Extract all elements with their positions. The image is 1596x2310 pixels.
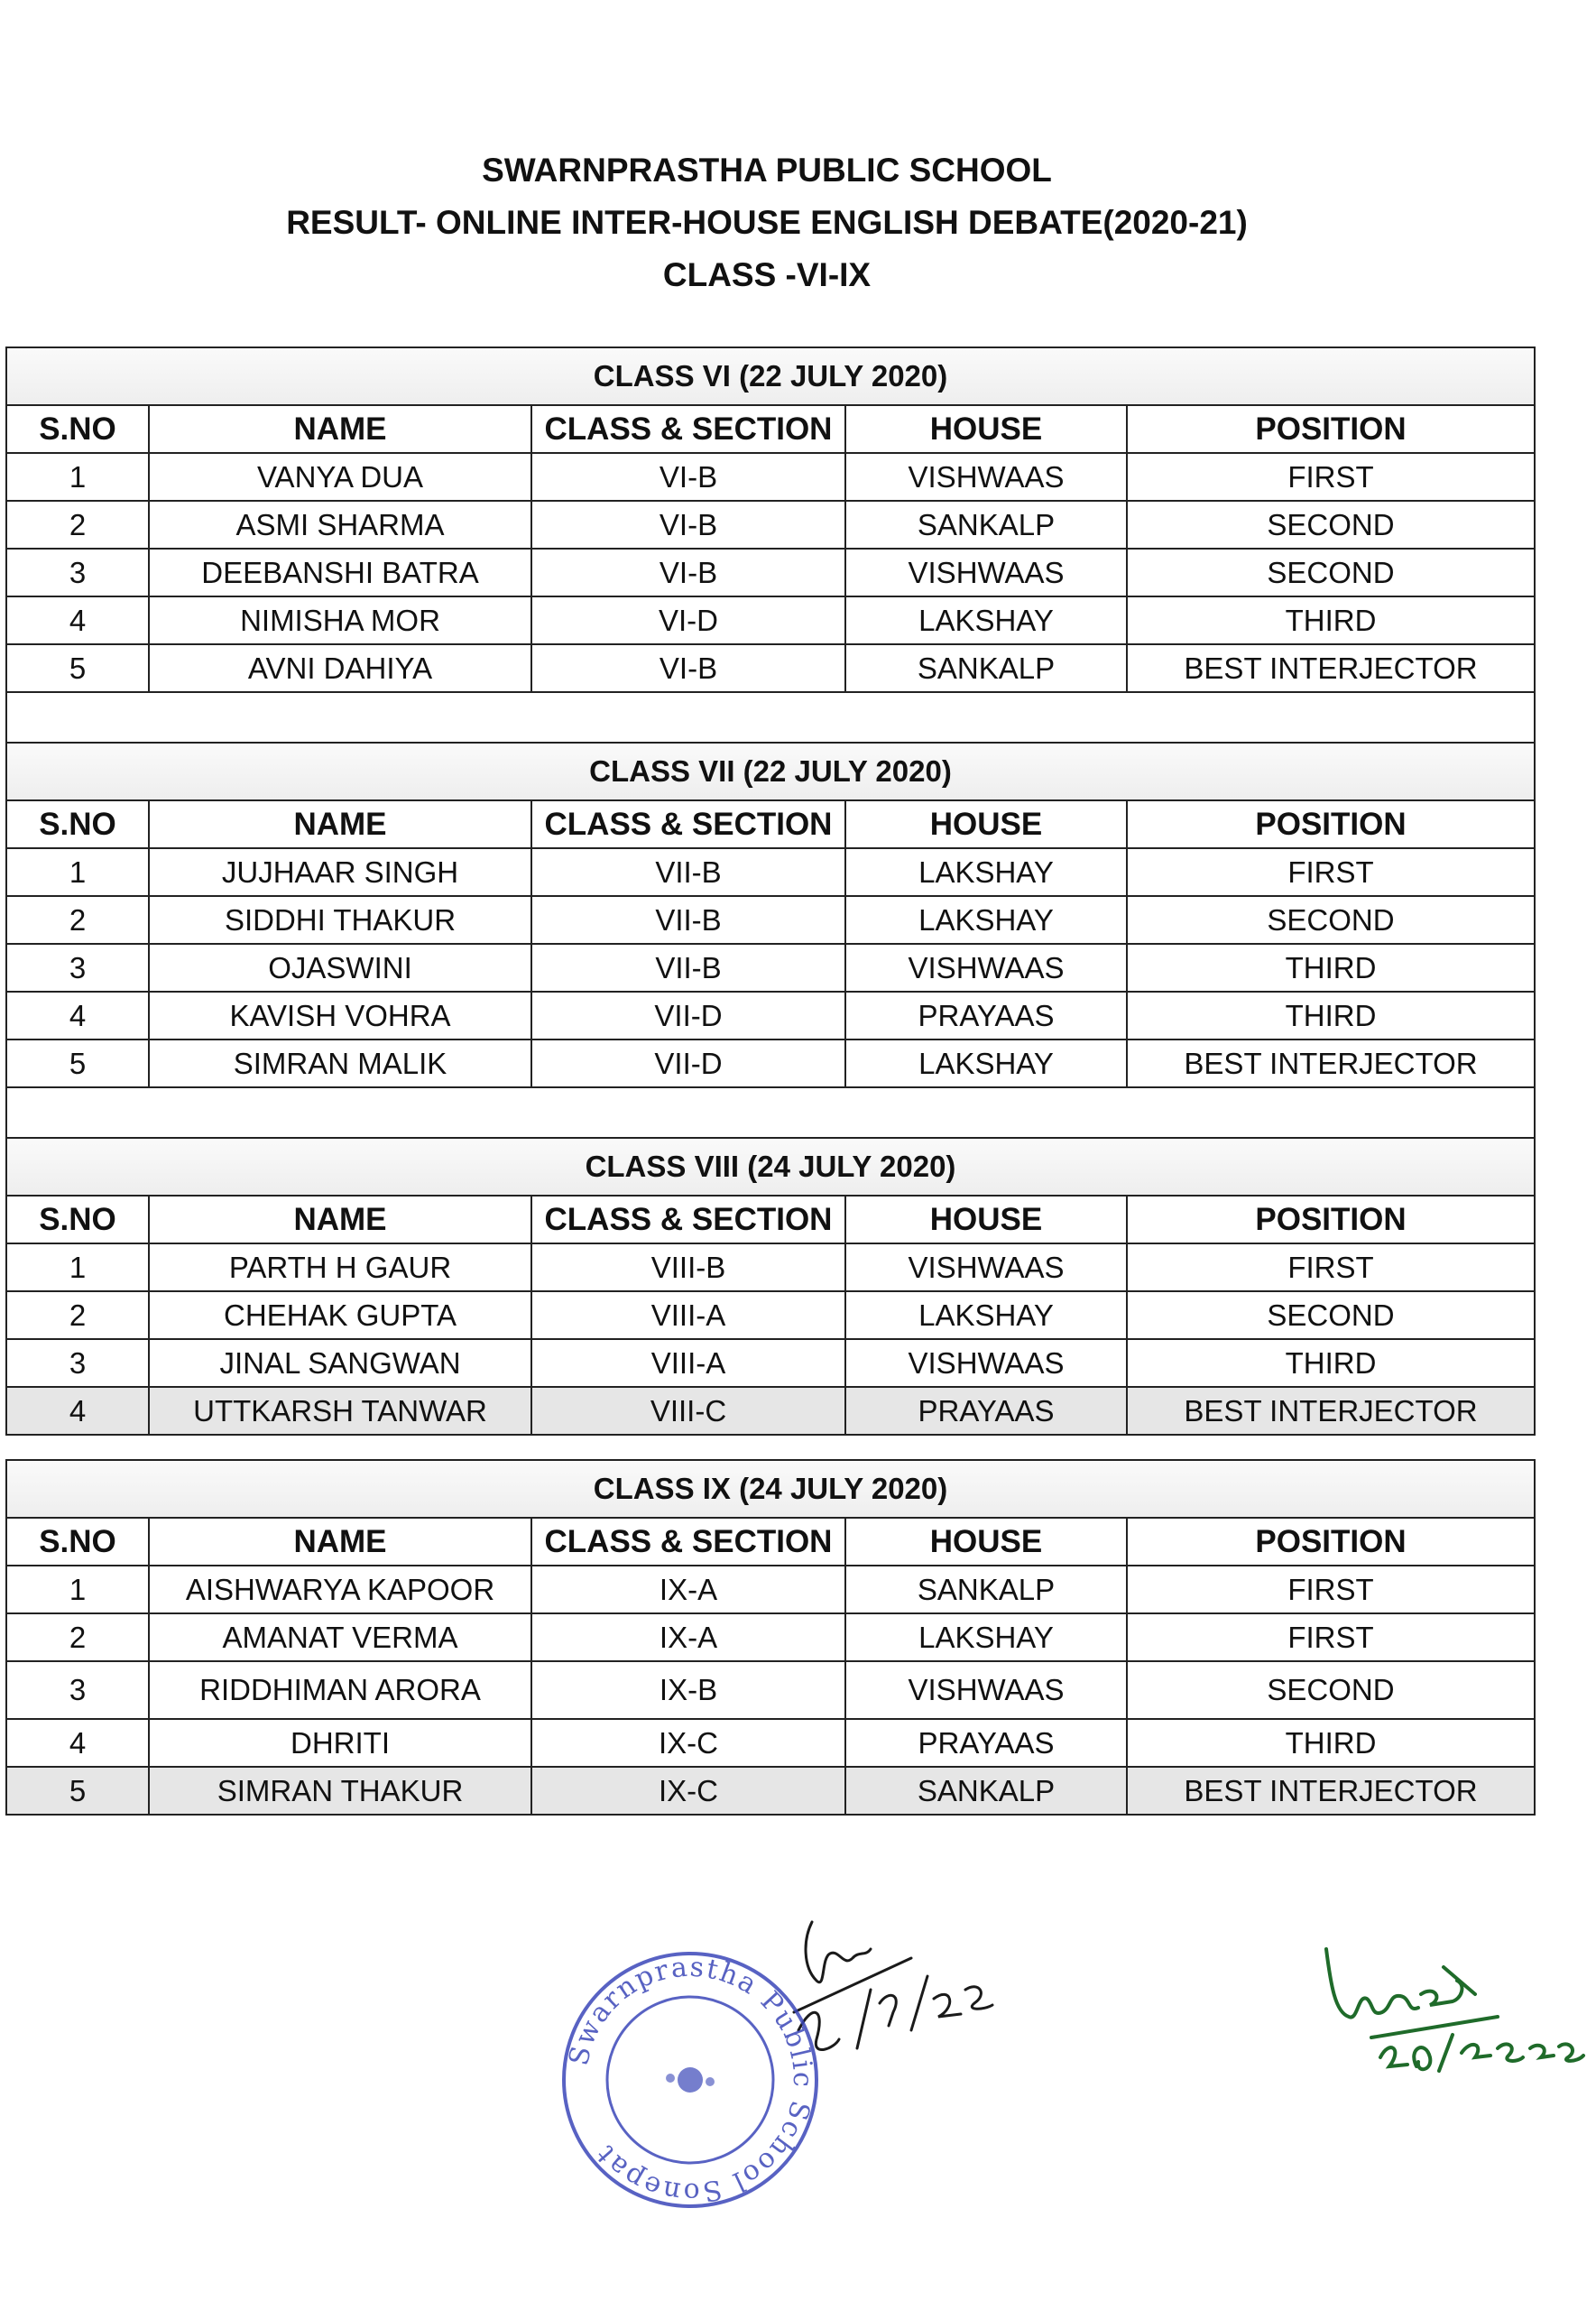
cell-house: LAKSHAY bbox=[845, 1613, 1127, 1661]
block-spacer bbox=[6, 692, 1535, 743]
cell-house: SANKALP bbox=[845, 1566, 1127, 1613]
header-house: HOUSE bbox=[845, 1196, 1127, 1243]
block-title-row bbox=[6, 743, 1535, 800]
cell-position: SECOND bbox=[1127, 501, 1535, 549]
cell-class-section: VIII-C bbox=[531, 1387, 845, 1435]
block-spacer bbox=[6, 1087, 1535, 1138]
header-name: NAME bbox=[149, 405, 531, 453]
cell-house: VISHWAAS bbox=[845, 944, 1127, 992]
cell-house: PRAYAAS bbox=[845, 1719, 1127, 1767]
cell-sno: 2 bbox=[6, 1613, 149, 1661]
cell-sno: 5 bbox=[6, 1040, 149, 1087]
table-row bbox=[6, 549, 1535, 596]
school-name: SWARNPRASTHA PUBLIC SCHOOL bbox=[482, 152, 1052, 189]
column-header-row bbox=[6, 1196, 1535, 1243]
header-name: NAME bbox=[149, 800, 531, 848]
block-title: CLASS VI (22 JULY 2020) bbox=[6, 347, 1535, 405]
cell-sno: 4 bbox=[6, 1719, 149, 1767]
cell-house: VISHWAAS bbox=[845, 549, 1127, 596]
header-name: NAME bbox=[149, 1518, 531, 1566]
cell-class-section: VII-D bbox=[531, 992, 845, 1040]
cell-class-section: VII-B bbox=[531, 848, 845, 896]
table-row bbox=[6, 1661, 1535, 1719]
header-house: HOUSE bbox=[845, 800, 1127, 848]
class-range: CLASS -VI-IX bbox=[662, 256, 872, 293]
block-title-row bbox=[6, 1138, 1535, 1196]
cell-house: SANKALP bbox=[845, 501, 1127, 549]
cell-class-section: VIII-A bbox=[531, 1291, 845, 1339]
cell-sno: 3 bbox=[6, 549, 149, 596]
cell-position: BEST INTERJECTOR bbox=[1127, 644, 1535, 692]
header-sno: S.NO bbox=[6, 800, 149, 848]
cell-name: ASMI SHARMA bbox=[149, 501, 531, 549]
cell-sno: 2 bbox=[6, 501, 149, 549]
table-row bbox=[6, 1040, 1535, 1087]
school-stamp bbox=[555, 1945, 826, 2215]
cell-name: DHRITI bbox=[149, 1719, 531, 1767]
cell-class-section: IX-C bbox=[531, 1719, 845, 1767]
column-header-row bbox=[6, 405, 1535, 453]
table-row bbox=[6, 944, 1535, 992]
cell-name: RIDDHIMAN ARORA bbox=[149, 1661, 531, 1719]
column-header-row bbox=[6, 800, 1535, 848]
table-row bbox=[6, 1243, 1535, 1291]
cell-name: OJASWINI bbox=[149, 944, 531, 992]
cell-house: PRAYAAS bbox=[845, 992, 1127, 1040]
cell-sno: 5 bbox=[6, 1767, 149, 1815]
table-row bbox=[6, 644, 1535, 692]
cell-class-section: VIII-B bbox=[531, 1243, 845, 1291]
cell-name: CHEHAK GUPTA bbox=[149, 1291, 531, 1339]
cell-class-section: VII-B bbox=[531, 896, 845, 944]
block-title: CLASS IX (24 JULY 2020) bbox=[6, 1460, 1535, 1518]
cell-class-section: VIII-A bbox=[531, 1339, 845, 1387]
header-name: NAME bbox=[149, 1196, 531, 1243]
cell-sno: 3 bbox=[6, 944, 149, 992]
table-row bbox=[6, 596, 1535, 644]
cell-house: VISHWAAS bbox=[845, 1243, 1127, 1291]
document-heading bbox=[0, 144, 1534, 301]
cell-position: FIRST bbox=[1127, 1243, 1535, 1291]
cell-position: SECOND bbox=[1127, 1291, 1535, 1339]
cell-house: SANKALP bbox=[845, 644, 1127, 692]
cell-name: PARTH H GAUR bbox=[149, 1243, 531, 1291]
cell-sno: 3 bbox=[6, 1661, 149, 1719]
cell-position: THIRD bbox=[1127, 944, 1535, 992]
cell-position: FIRST bbox=[1127, 453, 1535, 501]
cell-class-section: VII-D bbox=[531, 1040, 845, 1087]
cell-sno: 1 bbox=[6, 453, 149, 501]
cell-sno: 1 bbox=[6, 1566, 149, 1613]
cell-class-section: IX-A bbox=[531, 1566, 845, 1613]
cell-house: SANKALP bbox=[845, 1767, 1127, 1815]
cell-name: JINAL SANGWAN bbox=[149, 1339, 531, 1387]
cell-position: SECOND bbox=[1127, 896, 1535, 944]
table-row bbox=[6, 453, 1535, 501]
cell-name: UTTKARSH TANWAR bbox=[149, 1387, 531, 1435]
cell-class-section: VI-B bbox=[531, 549, 845, 596]
results-sheet-2 bbox=[5, 1459, 1536, 1816]
table-row bbox=[6, 1767, 1535, 1815]
cell-house: LAKSHAY bbox=[845, 896, 1127, 944]
table-row bbox=[6, 848, 1535, 896]
cell-position: FIRST bbox=[1127, 848, 1535, 896]
header-position: POSITION bbox=[1127, 1518, 1535, 1566]
cell-name: NIMISHA MOR bbox=[149, 596, 531, 644]
cell-house: LAKSHAY bbox=[845, 1040, 1127, 1087]
cell-house: LAKSHAY bbox=[845, 848, 1127, 896]
cell-class-section: VI-D bbox=[531, 596, 845, 644]
stamp-text: Swarnprastha Public School Sonepat bbox=[563, 1951, 819, 2209]
cell-name: VANYA DUA bbox=[149, 453, 531, 501]
right-signature bbox=[1317, 1931, 1588, 2093]
cell-position: BEST INTERJECTOR bbox=[1127, 1767, 1535, 1815]
cell-position: THIRD bbox=[1127, 1339, 1535, 1387]
cell-position: BEST INTERJECTOR bbox=[1127, 1387, 1535, 1435]
cell-sno: 4 bbox=[6, 992, 149, 1040]
cell-name: SIMRAN MALIK bbox=[149, 1040, 531, 1087]
header-class-section: CLASS & SECTION bbox=[531, 800, 845, 848]
header-house: HOUSE bbox=[845, 1518, 1127, 1566]
cell-class-section: VII-B bbox=[531, 944, 845, 992]
header-position: POSITION bbox=[1127, 800, 1535, 848]
table-row bbox=[6, 1339, 1535, 1387]
cell-position: FIRST bbox=[1127, 1566, 1535, 1613]
cell-name: DEEBANSHI BATRA bbox=[149, 549, 531, 596]
cell-name: SIDDHI THAKUR bbox=[149, 896, 531, 944]
cell-sno: 3 bbox=[6, 1339, 149, 1387]
cell-house: VISHWAAS bbox=[845, 1661, 1127, 1719]
cell-sno: 5 bbox=[6, 644, 149, 692]
cell-sno: 2 bbox=[6, 896, 149, 944]
cell-house: LAKSHAY bbox=[845, 596, 1127, 644]
cell-sno: 1 bbox=[6, 848, 149, 896]
cell-class-section: IX-C bbox=[531, 1767, 845, 1815]
cell-position: THIRD bbox=[1127, 1719, 1535, 1767]
cell-house: LAKSHAY bbox=[845, 1291, 1127, 1339]
table-row bbox=[6, 1719, 1535, 1767]
block-title: CLASS VII (22 JULY 2020) bbox=[6, 743, 1535, 800]
table-row bbox=[6, 896, 1535, 944]
cell-sno: 1 bbox=[6, 1243, 149, 1291]
results-sheet-1 bbox=[5, 346, 1536, 1436]
cell-name: AMANAT VERMA bbox=[149, 1613, 531, 1661]
spacer-cell bbox=[6, 692, 1535, 743]
cell-position: FIRST bbox=[1127, 1613, 1535, 1661]
cell-sno: 4 bbox=[6, 1387, 149, 1435]
header-sno: S.NO bbox=[6, 1518, 149, 1566]
cell-class-section: IX-A bbox=[531, 1613, 845, 1661]
cell-name: SIMRAN THAKUR bbox=[149, 1767, 531, 1815]
table-row bbox=[6, 1291, 1535, 1339]
cell-house: VISHWAAS bbox=[845, 1339, 1127, 1387]
block-title-row bbox=[6, 1460, 1535, 1518]
cell-house: VISHWAAS bbox=[845, 453, 1127, 501]
cell-position: THIRD bbox=[1127, 596, 1535, 644]
header-position: POSITION bbox=[1127, 1196, 1535, 1243]
cell-position: SECOND bbox=[1127, 549, 1535, 596]
table-row bbox=[6, 1387, 1535, 1435]
results-table-class-vi-viii bbox=[5, 346, 1536, 1436]
cell-class-section: VI-B bbox=[531, 501, 845, 549]
header-sno: S.NO bbox=[6, 405, 149, 453]
cell-position: SECOND bbox=[1127, 1661, 1535, 1719]
header-position: POSITION bbox=[1127, 405, 1535, 453]
header-sno: S.NO bbox=[6, 1196, 149, 1243]
block-title: CLASS VIII (24 JULY 2020) bbox=[6, 1138, 1535, 1196]
spacer-cell bbox=[6, 1087, 1535, 1138]
header-class-section: CLASS & SECTION bbox=[531, 1196, 845, 1243]
cell-class-section: VI-B bbox=[531, 644, 845, 692]
table-row bbox=[6, 1566, 1535, 1613]
cell-class-section: IX-B bbox=[531, 1661, 845, 1719]
table-row bbox=[6, 992, 1535, 1040]
cell-class-section: VI-B bbox=[531, 453, 845, 501]
cell-name: KAVISH VOHRA bbox=[149, 992, 531, 1040]
cell-name: AISHWARYA KAPOOR bbox=[149, 1566, 531, 1613]
cell-name: JUJHAAR SINGH bbox=[149, 848, 531, 896]
cell-position: BEST INTERJECTOR bbox=[1127, 1040, 1535, 1087]
header-class-section: CLASS & SECTION bbox=[531, 1518, 845, 1566]
column-header-row bbox=[6, 1518, 1535, 1566]
results-table-class-ix bbox=[5, 1459, 1536, 1816]
header-class-section: CLASS & SECTION bbox=[531, 405, 845, 453]
table-row bbox=[6, 1613, 1535, 1661]
cell-sno: 2 bbox=[6, 1291, 149, 1339]
cell-name: AVNI DAHIYA bbox=[149, 644, 531, 692]
cell-position: THIRD bbox=[1127, 992, 1535, 1040]
cell-sno: 4 bbox=[6, 596, 149, 644]
result-title: RESULT- ONLINE INTER-HOUSE ENGLISH DEBATE(2020-21) bbox=[286, 204, 1248, 241]
table-row bbox=[6, 501, 1535, 549]
header-house: HOUSE bbox=[845, 405, 1127, 453]
block-title-row bbox=[6, 347, 1535, 405]
cell-house: PRAYAAS bbox=[845, 1387, 1127, 1435]
